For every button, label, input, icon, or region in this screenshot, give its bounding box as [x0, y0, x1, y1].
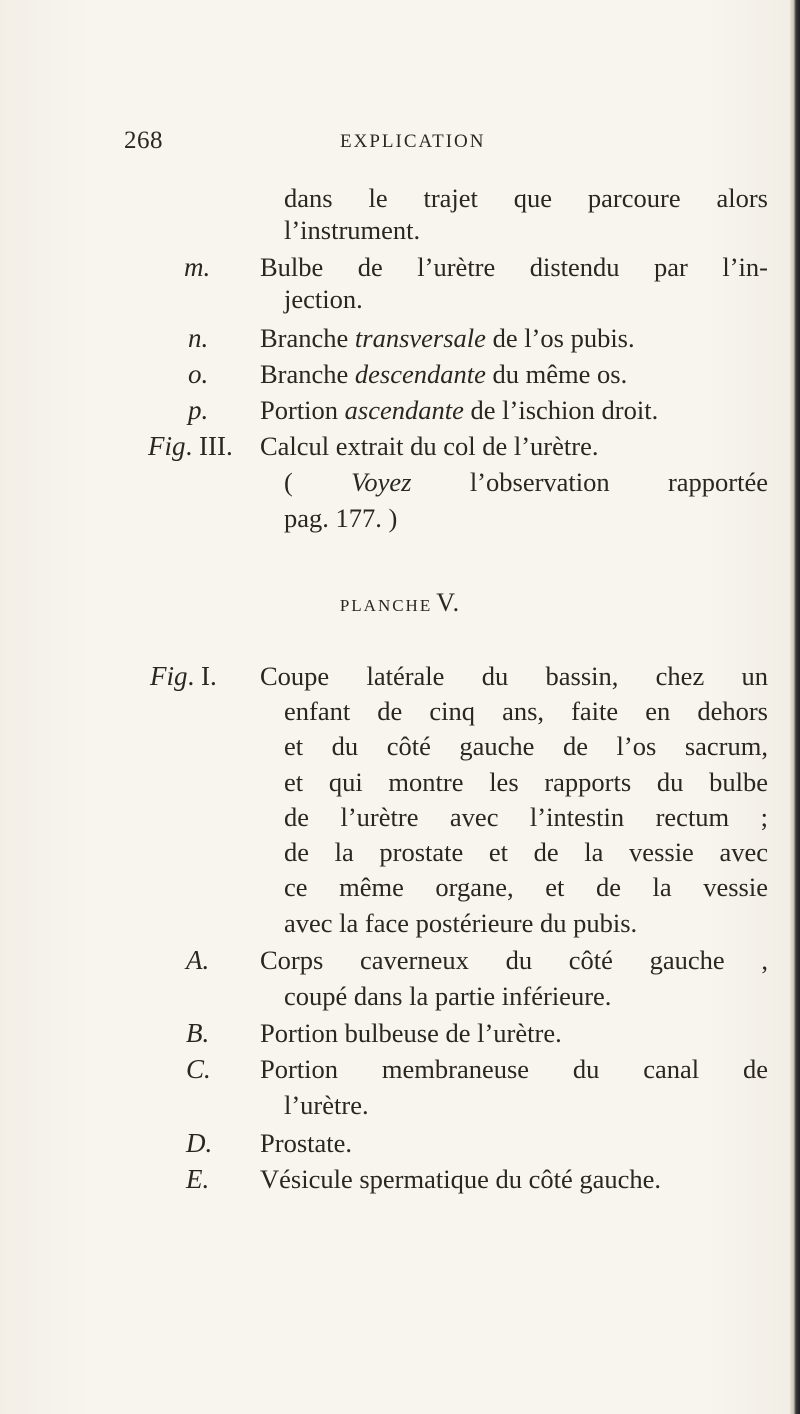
entry-label-n: n. — [188, 323, 209, 353]
entry-o-post: du même os. — [485, 359, 628, 389]
fig-1-label-numeral: . I. — [187, 661, 217, 691]
entry-m-text-2: jection. — [284, 284, 363, 314]
running-title: EXPLICATION — [340, 131, 486, 152]
entry-o-emph: descendante — [354, 359, 486, 389]
entry-fig-3-text-1: Calcul extrait du col de l’urètre. — [260, 431, 599, 461]
entry-D-text: Prostate. — [260, 1128, 352, 1158]
entry-label-D: D. — [186, 1128, 213, 1158]
entry-fig-1-text-1: Coupe latérale du bassin, chez un — [260, 661, 768, 691]
entry-n-emph: transversale — [354, 323, 486, 353]
entry-n-text — [260, 322, 768, 354]
page-number: 268 — [124, 127, 163, 154]
plate-heading-numeral: V. — [436, 588, 461, 617]
continuation-line-2: l’instrument. — [284, 215, 421, 245]
fig-1-label-italic: Fig — [150, 661, 188, 691]
entry-fig-1-text-5: de l’urètre avec l’intestin rectum ; — [284, 802, 768, 832]
entry-label-E: E. — [186, 1164, 210, 1194]
entry-n-pre: Branche — [260, 323, 355, 353]
entry-fig-1-text-3: et du côté gauche de l’os sacrum, — [284, 731, 768, 761]
entry-fig-1-text-2: enfant de cinq ans, faite en dehors — [284, 696, 768, 726]
continuation-line-1: dans le trajet que parcoure alors — [284, 183, 768, 213]
fig-3-text-2-pre: ( — [284, 467, 352, 497]
entry-o-pre: Branche — [260, 359, 355, 389]
fig-3-label-italic: Fig — [148, 431, 186, 461]
entry-label-C: C. — [186, 1054, 211, 1084]
entry-fig-3-text-3: pag. 177. ) — [284, 503, 398, 533]
entry-fig-1-text-7: ce même organe, et de la vessie — [284, 872, 768, 902]
plate-heading-word: PLANCHE — [339, 596, 433, 615]
entry-n-post: de l’os pubis. — [485, 323, 635, 353]
plate-heading — [0, 588, 800, 618]
entry-label-p: p. — [188, 395, 209, 425]
entry-C-text-2: l’urètre. — [284, 1090, 369, 1120]
entry-label-m: m. — [184, 252, 211, 282]
entry-label-A: A. — [186, 945, 210, 975]
entry-label-o: o. — [188, 359, 209, 389]
entry-E-text: Vésicule spermatique du côté gauche. — [260, 1164, 662, 1194]
entry-fig-1-text-6: de la prostate et de la vessie avec — [284, 837, 768, 867]
fig-3-label-numeral: . III. — [185, 431, 233, 461]
entry-o-text — [260, 358, 768, 390]
entry-fig-1-text-8: avec la face postérieure du pubis. — [284, 908, 638, 938]
entry-A-text-2: coupé dans la partie inférieure. — [284, 981, 612, 1011]
entry-label-B: B. — [186, 1018, 210, 1048]
entry-B-text: Portion bulbeuse de l’urètre. — [260, 1018, 562, 1048]
page-edge-shadow — [790, 0, 800, 1414]
entry-label-fig-1 — [150, 660, 217, 692]
entry-p-post: de l’ischion droit. — [463, 395, 659, 425]
entry-p-text — [260, 394, 768, 426]
entry-C-text-1: Portion membraneuse du canal de — [260, 1054, 768, 1084]
fig-3-text-2-post: l’observation rapportée — [411, 467, 769, 497]
entry-p-emph: ascendante — [344, 395, 464, 425]
entry-fig-3-text-2 — [284, 466, 768, 498]
page-header — [124, 126, 724, 158]
entry-p-pre: Portion — [260, 395, 345, 425]
entry-fig-1-text-4: et qui montre les rapports du bulbe — [284, 767, 768, 797]
fig-3-text-2-emph: Voyez — [351, 467, 412, 497]
entry-m-text-1: Bulbe de l’urètre distendu par l’in- — [260, 252, 768, 282]
entry-label-fig-3 — [148, 430, 233, 462]
entry-A-text-1: Corps caverneux du côté gauche , — [260, 945, 768, 975]
